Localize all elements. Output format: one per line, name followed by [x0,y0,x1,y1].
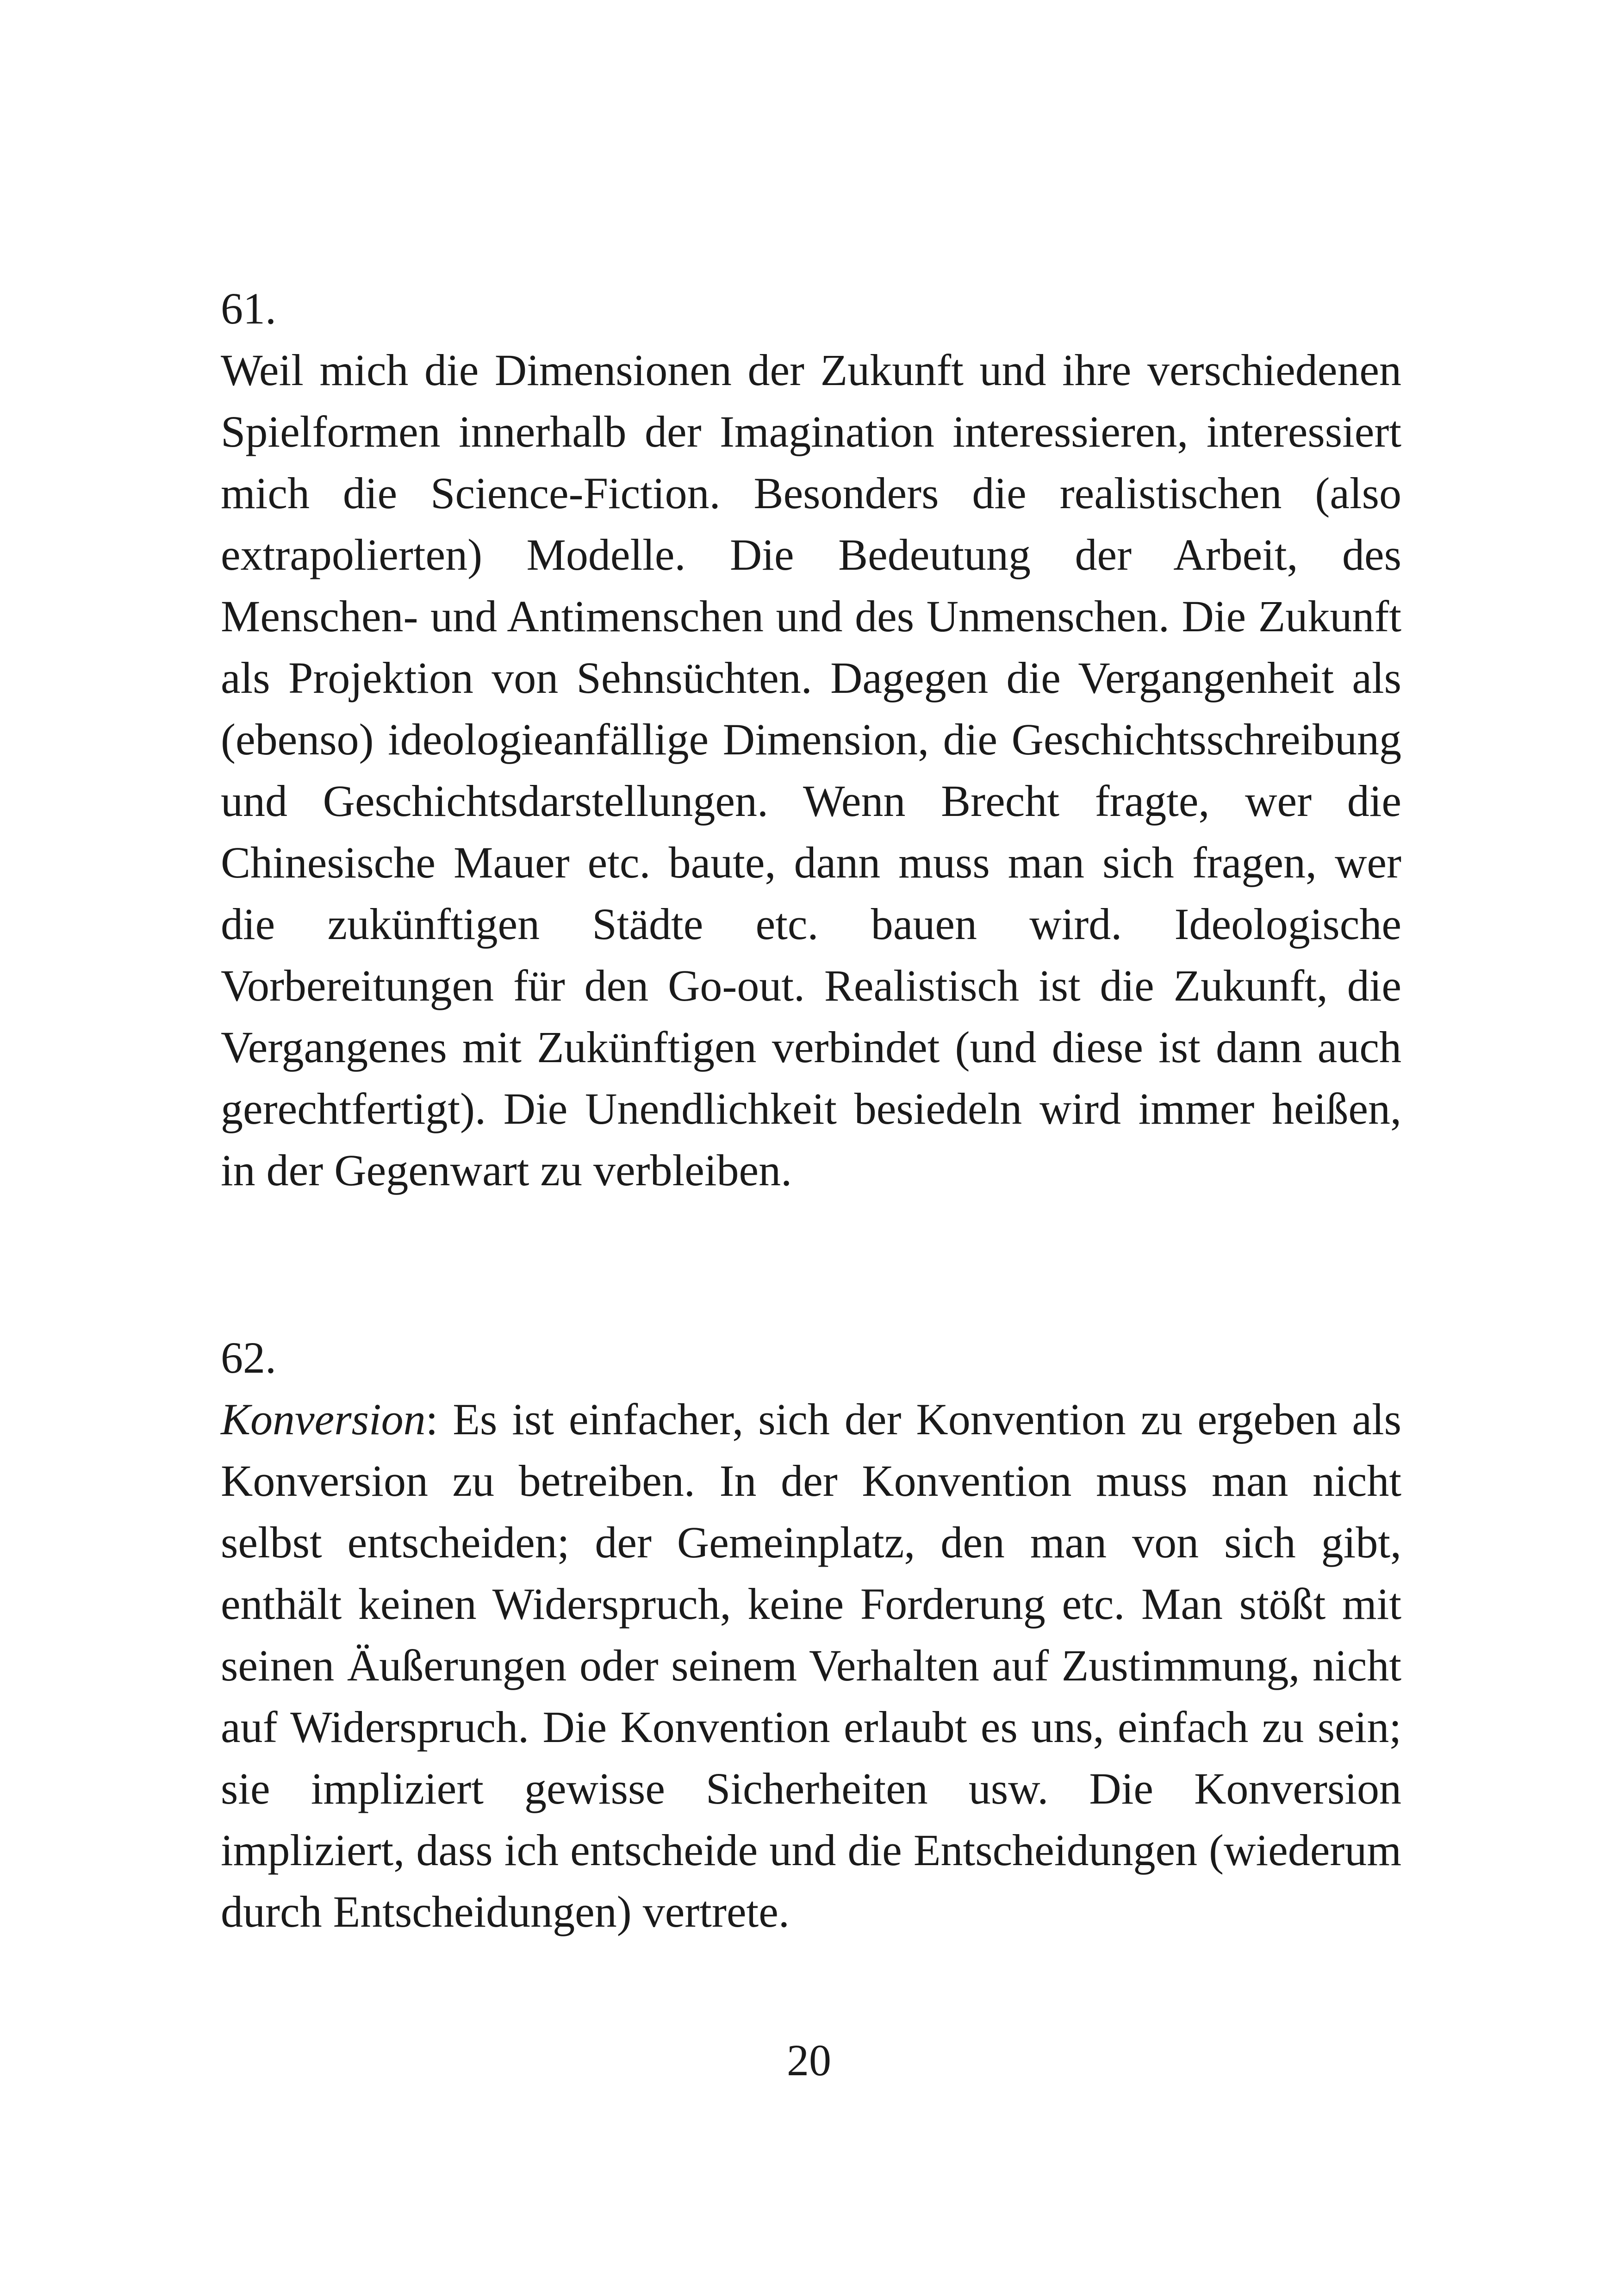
section-paragraph [221,1388,1401,1942]
paragraph-text: : Es ist einfacher, sich der Konvention zu ergeben als Konversion zu betreiben. In der Konvention muss man nicht selbst entscheiden; der Gemeinplatz, den man von sich gibt, enthält keinen Widerspruch, keine Forderung etc. Man stößt mit seinen Äußerungen oder seinem Verhalten auf Zustimmung, nicht auf Widerspruch. Die Konvention erlaubt es uns, einfach zu sein; sie impliziert gewisse Sicherheiten usw. Die Konversion impliziert, dass ich entscheide und die Entscheidungen (wiederum durch Entscheidungen) vertrete. [221,1394,1401,1936]
section-61 [221,278,1401,1201]
section-paragraph [221,339,1401,1201]
section-number: 62. [221,1333,276,1382]
italic-term: Konversion [221,1394,426,1444]
section-number: 61. [221,284,276,333]
page-number: 20 [787,2035,831,2085]
section-62 [221,1327,1401,1942]
paragraph-text: Weil mich die Dimensionen der Zukunft und ihre verschiedenen Spielformen innerhalb der Imagination interessieren, interessiert mich die Science-Fiction. Besonders die realistischen (also extrapolierten) Modelle. Die Bedeutung der Arbeit, des Menschen- und Antimenschen und des Unmenschen. Die Zukunft als Projektion von Sehnsüchten. Dagegen die Vergangenheit als (ebenso) ideologieanfällige Dimension, die Geschichtsschreibung und Geschichtsdarstellungen. Wenn Brecht fragte, wer die Chinesische Mauer etc. baute, dann muss man sich fragen, wer die zukünftigen Städte etc. bauen wird. Ideologische Vorbereitungen für den Go-out. Realistisch ist die Zukunft, die Vergangenes mit Zukünftigen verbindet (und diese ist dann auch gerechtfertigt). Die Unendlichkeit besiedeln wird immer heißen, in der Gegenwart zu verbleiben. [221,345,1401,1195]
